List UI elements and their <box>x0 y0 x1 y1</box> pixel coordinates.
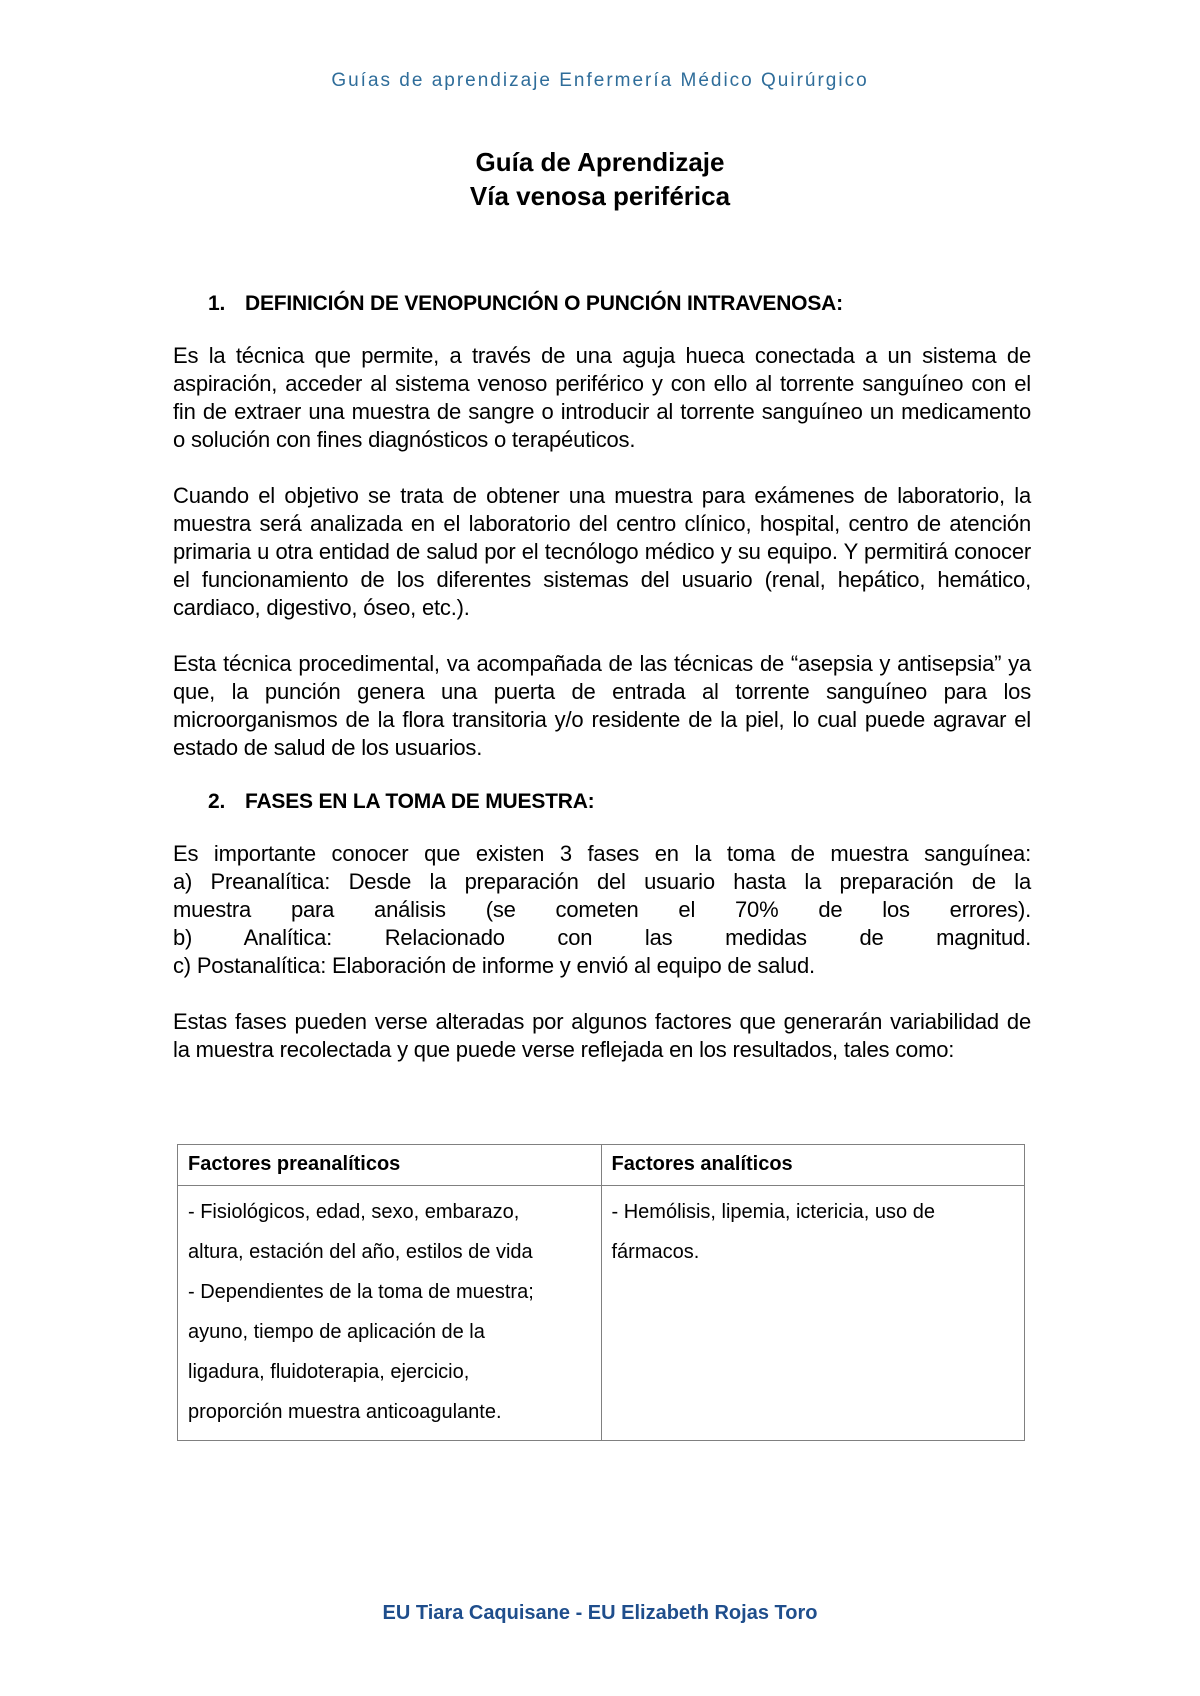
table-row <box>178 1186 1025 1441</box>
table-header-row <box>178 1145 1025 1186</box>
cell-line: - Fisiológicos, edad, sexo, embarazo, <box>188 1201 520 1223</box>
paragraph-definition: Es la técnica que permite, a través de una aguja hueca conectada a un sistema de aspiración, acceder al sistema venoso periférico y con ello al torrente sanguíneo con el fin de extraer una muestra de sangre o introducir al torrente sanguíneo un medicamento o solución con fines diagnósticos o terapéuticos. <box>173 343 1031 452</box>
section-2-title: FASES EN LA TOMA DE MUESTRA: <box>245 790 595 813</box>
phase-analytic-line: b) Analítica: Relacionado con las medidas de magnitud. <box>173 925 1031 950</box>
header-preanalytic: Factores preanalíticos <box>178 1145 602 1186</box>
document-body <box>173 290 1031 1092</box>
title-line-1: Guía de Aprendizaje <box>475 147 725 177</box>
section-1-number: 1. <box>208 292 226 315</box>
page-header: Guías de aprendizaje Enfermería Médico Quirúrgico <box>331 70 869 91</box>
section-1-heading <box>208 290 1031 318</box>
section-2-heading <box>208 788 1031 816</box>
document-title <box>0 145 1200 213</box>
section-1-title: DEFINICIÓN DE VENOPUNCIÓN O PUNCIÓN INTRAVENOSA: <box>245 292 843 315</box>
factors-table <box>177 1144 1025 1441</box>
paragraph-asepsis: Esta técnica procedimental, va acompañada de las técnicas de “asepsia y antisepsia” ya que, la punción genera una puerta de entrada al torrente sanguíneo para los microorganismos de la flora transitoria y/o residente de la piel, lo cual puede agravar el estado de salud de los usuarios. <box>173 651 1031 760</box>
paragraph-variability: Estas fases pueden verse alteradas por algunos factores que generarán variabilidad de la muestra recolectada y que puede verse reflejada en los resultados, tales como: <box>173 1009 1031 1062</box>
cell-line: - Hemólisis, lipemia, ictericia, uso de <box>611 1201 935 1223</box>
phases-paragraph <box>173 840 1031 980</box>
cell-line: ligadura, fluidoterapia, ejercicio, <box>188 1361 470 1383</box>
cell-line: fármacos. <box>611 1241 700 1263</box>
cell-line: proporción muestra anticoagulante. <box>188 1401 502 1423</box>
paragraph-laboratory: Cuando el objetivo se trata de obtener una muestra para exámenes de laboratorio, la muestra será analizada en el laboratorio del centro clínico, hospital, centro de atención primaria u otra entidad de salud por el tecnólogo médico y su equipo. Y permitirá conocer el funcionamiento de los diferentes sistemas del usuario (renal, hepático, hemático, cardiaco, digestivo, óseo, etc.). <box>173 483 1031 620</box>
cell-line: altura, estación del año, estilos de vida <box>188 1241 533 1263</box>
phase-preanalytic-line: a) Preanalítica: Desde la preparación del usuario hasta la preparación de la <box>173 869 1031 894</box>
phase-preanalytic-line-2: muestra para análisis (se cometen el 70% de los errores). <box>173 897 1031 922</box>
title-line-2: Vía venosa periférica <box>469 181 731 211</box>
phase-postanalytic-line: c) Postanalítica: Elaboración de informe y envió al equipo de salud. <box>173 953 815 978</box>
cell-line: - Dependientes de la toma de muestra; <box>188 1281 534 1303</box>
page-footer: EU Tiara Caquisane - EU Elizabeth Rojas Toro <box>382 1602 818 1624</box>
cell-preanalytic-factors <box>178 1186 602 1441</box>
phases-intro-line: Es importante conocer que existen 3 fases en la toma de muestra sanguínea: <box>173 841 1031 866</box>
section-2-number: 2. <box>208 790 226 813</box>
header-analytic: Factores analíticos <box>601 1145 1025 1186</box>
cell-analytic-factors <box>601 1186 1025 1441</box>
cell-line: ayuno, tiempo de aplicación de la <box>188 1321 485 1343</box>
